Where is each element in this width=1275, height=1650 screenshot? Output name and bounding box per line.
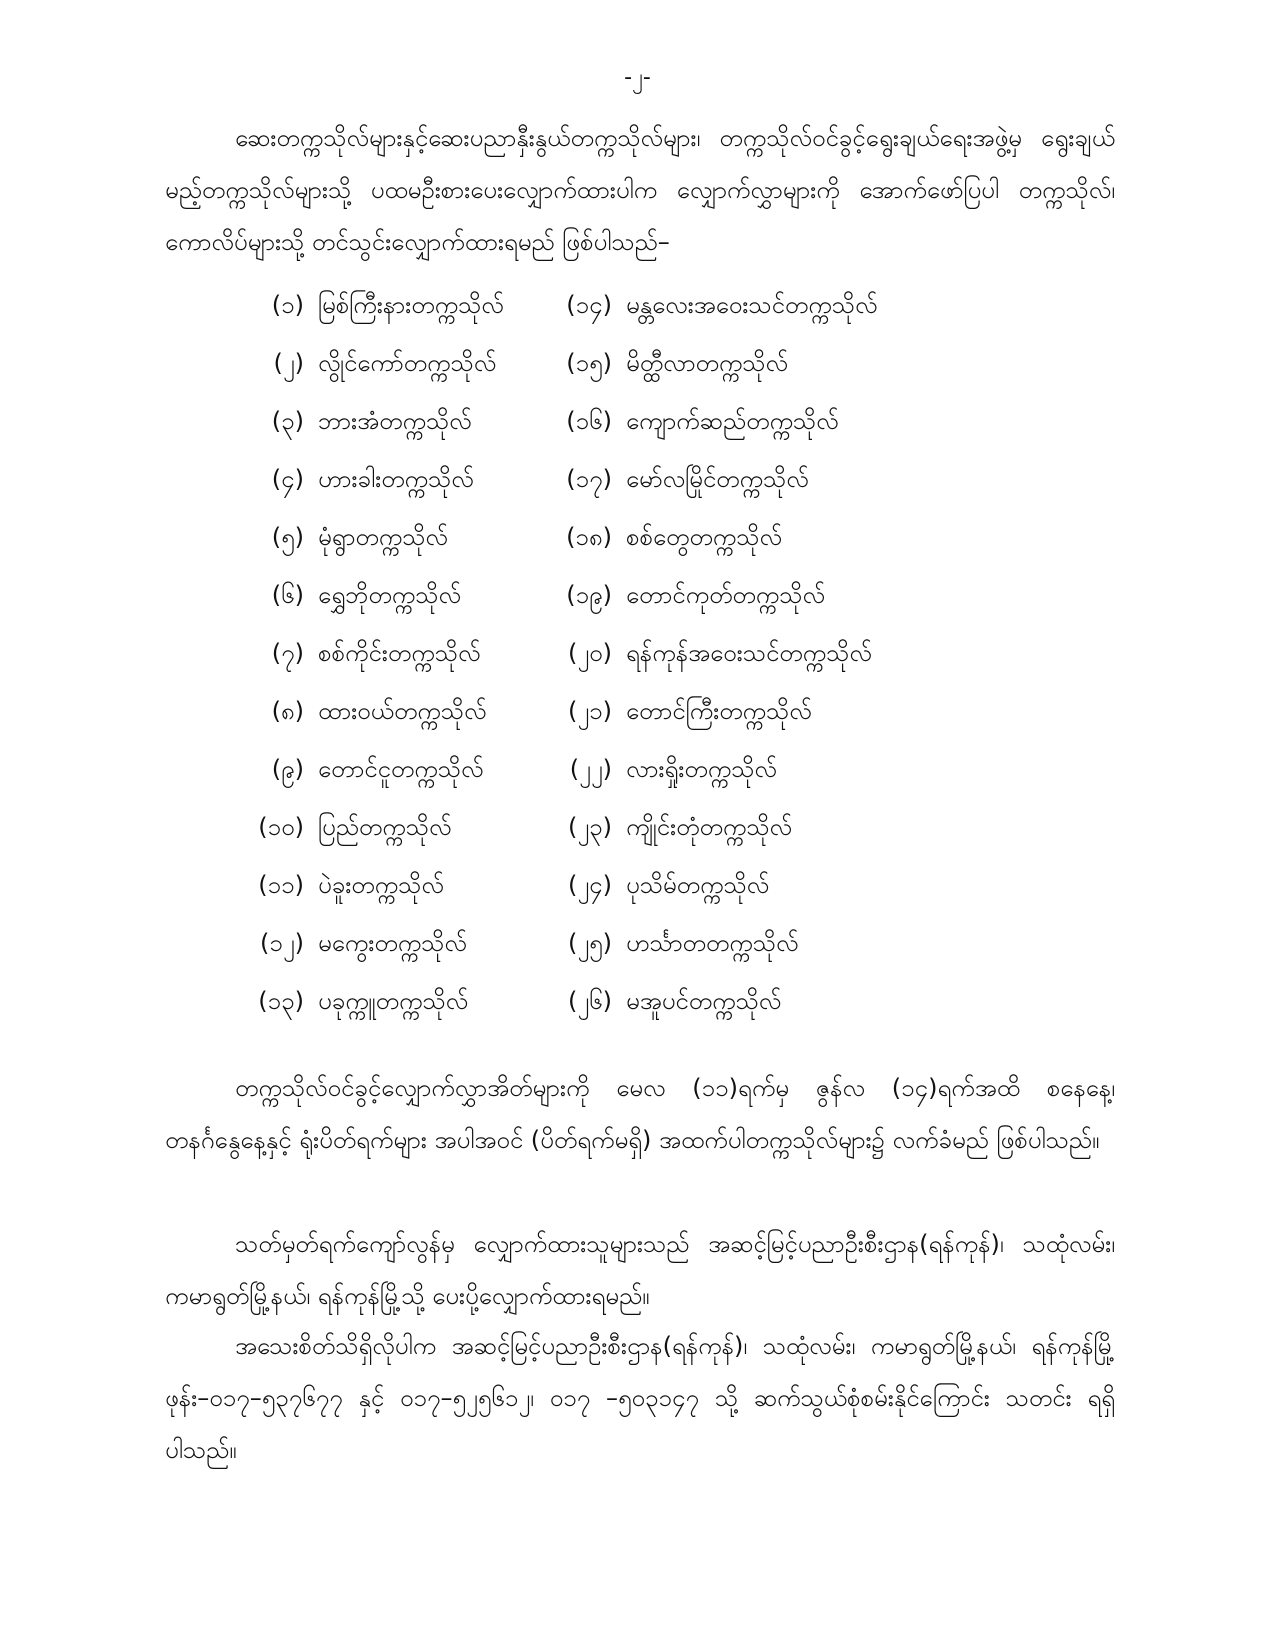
list-number: (၂): [273, 349, 304, 377]
list-number: (၁၁): [258, 871, 304, 899]
contact-paragraph: [165, 1320, 1115, 1476]
list-number: (၂၁): [567, 697, 612, 725]
list-row: [238, 800, 958, 858]
list-number: (၁၂): [259, 929, 304, 957]
intro-text: ဆေးတက္ကသိုလ်များနှင့်ဆေးပညာနှီးနွယ်တက္ကသိုလ်များ၊ တက္ကသိုလ်ဝင်ခွင့်ရွေးချယ်ရေးအဖွဲ့မှ ရွေးချယ်မည့်တက္ကသိုလ်များသို့ ပထမဦးစားပေးလျှောက်ထားပါက လျှောက်လွှာများကို အောက်ဖော်ပြပါ တက္ကသိုလ်၊ ကောလိပ်များသို့ တင်သွင်းလျှောက်ထားရမည် ဖြစ်ပါသည်–: [165, 124, 1115, 256]
university-name: ရန်ကုန်အဝေးသင်တက္ကသိုလ်: [626, 639, 872, 667]
list-number: (၉): [271, 755, 304, 783]
list-number: (၈): [271, 697, 304, 725]
university-name: ဟင်္သာတတက္ကသိုလ်: [626, 929, 799, 957]
university-name: ပုသိမ်တက္ကသိုလ်: [626, 871, 770, 899]
list-row: [238, 742, 958, 800]
university-name: မြစ်ကြီးနားတက္ကသိုလ်: [318, 291, 504, 319]
university-name: လွိုင်ကော်တက္ကသိုလ်: [318, 349, 497, 377]
university-name: မကွေးတက္ကသိုလ်: [318, 929, 467, 957]
list-number: (၂၅): [567, 929, 612, 957]
university-name: ဟားခါးတက္ကသိုလ်: [318, 465, 474, 493]
list-number: (၃): [271, 407, 304, 435]
list-number: (၂၃): [567, 813, 612, 841]
contact-text: အသေးစိတ်သိရှိလိုပါက အဆင့်မြင့်ပညာဦးစီးဌာန(ရန်ကုန်)၊ သထုံလမ်း၊ ကမာရွတ်မြို့နယ်၊ ရန်ကုန်မြို့ ဖုန်း–၀၁၇–၅၃၇၆၇၇ နှင့် ၀၁၇–၅၂၅၆၁၂၊ ၀၁၇ –၅၀၃၁၄၇ သို့ ဆက်သွယ်စုံစမ်းနိုင်ကြောင်း သတင်း ရရှိပါသည်။: [165, 1332, 1115, 1464]
university-name: ပြည်တက္ကသိုလ်: [318, 813, 452, 841]
list-number: (၁၀): [258, 813, 304, 841]
university-name: ထားဝယ်တက္ကသိုလ်: [318, 697, 487, 725]
university-list: [238, 278, 958, 1032]
list-number: (၅): [271, 523, 304, 551]
list-number: (၂၀): [567, 639, 612, 667]
university-name: မုံရွာတက္ကသိုလ်: [318, 523, 448, 551]
late-application-paragraph: [165, 1218, 1115, 1322]
list-number: (၁၉): [566, 581, 612, 609]
list-number: (၁၅): [566, 349, 612, 377]
university-name: ကျိုင်းတုံတက္ကသိုလ်: [626, 813, 793, 841]
university-name: စစ်တွေတက္ကသိုလ်: [626, 523, 782, 551]
submission-period-text: တက္ကသိုလ်ဝင်ခွင့်လျှောက်လွှာအိတ်များကို မေလ (၁၁)ရက်မှ ဇွန်လ (၁၄)ရက်အထိ စနေနေ့၊ တနင်္ဂနွေနေ့နှင့် ရုံးပိတ်ရက်များ အပါအဝင် (ပိတ်ရက်မရှိ) အထက်ပါတက္ကသိုလ်များ၌ လက်ခံမည် ဖြစ်ပါသည်။: [165, 1074, 1115, 1154]
university-name: ကျောက်ဆည်တက္ကသိုလ်: [626, 407, 839, 435]
list-row: [238, 974, 958, 1032]
university-name: ရွှေဘိုတက္ကသိုလ်: [318, 581, 461, 609]
university-name: စစ်ကိုင်းတက္ကသိုလ်: [318, 639, 481, 667]
university-name: လားရှိုးတက္ကသိုလ်: [626, 755, 777, 783]
list-number: (၂၆): [567, 987, 612, 1015]
list-row: [238, 568, 958, 626]
list-row: [238, 452, 958, 510]
list-number: (၂၄): [567, 871, 612, 899]
university-name: ပဲခူးတက္ကသိုလ်: [318, 871, 444, 899]
university-name: ပခုက္ကူတက္ကသိုလ်: [318, 987, 469, 1015]
page-number: -၂-: [624, 65, 651, 90]
list-number: (၁၈): [566, 523, 612, 551]
late-application-text: သတ်မှတ်ရက်ကျော်လွန်မှ လျှောက်ထားသူများသည် အဆင့်မြင့်ပညာဦးစီးဌာန(ရန်ကုန်)၊ သထုံလမ်း၊ ကမာရွတ်မြို့နယ်၊ ရန်ကုန်မြို့သို့ ပေးပို့လျှောက်ထားရမည်။: [165, 1230, 1115, 1310]
list-number: (၁): [271, 291, 304, 319]
list-row: [238, 916, 958, 974]
list-number: (၁၄): [566, 291, 612, 319]
list-number: (၇): [271, 639, 304, 667]
submission-period-paragraph: [165, 1062, 1115, 1166]
list-row: [238, 684, 958, 742]
university-name: မိတ္ထီလာတက္ကသိုလ်: [626, 349, 788, 377]
university-name: မော်လမြိုင်တက္ကသိုလ်: [626, 465, 809, 493]
university-name: မန္တလေးအဝေးသင်တက္ကသိုလ်: [626, 291, 878, 319]
list-row: [238, 394, 958, 452]
list-number: (၆): [271, 581, 304, 609]
university-name: တောင်ငူတက္ကသိုလ်: [318, 755, 484, 783]
university-name: တောင်ကြီးတက္ကသိုလ်: [626, 697, 812, 725]
list-number: (၄): [271, 465, 304, 493]
list-number: (၁၆): [566, 407, 612, 435]
university-name: ဘားအံတက္ကသိုလ်: [318, 407, 472, 435]
list-row: [238, 510, 958, 568]
list-row: [238, 858, 958, 916]
university-name: မအူပင်တက္ကသိုလ်: [626, 987, 782, 1015]
intro-paragraph: [165, 112, 1115, 268]
list-row: [238, 278, 958, 336]
list-number: (၁၇): [566, 465, 612, 493]
list-number: (၁၃): [258, 987, 304, 1015]
list-row: [238, 336, 958, 394]
list-number: (၂၂): [569, 755, 612, 783]
list-row: [238, 626, 958, 684]
university-name: တောင်ကုတ်တက္ကသိုလ်: [626, 581, 825, 609]
